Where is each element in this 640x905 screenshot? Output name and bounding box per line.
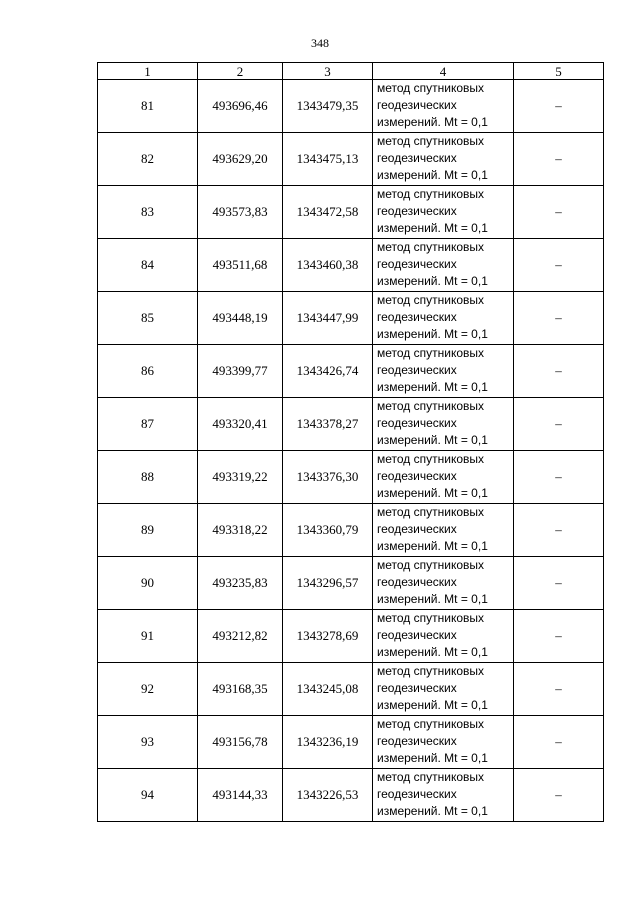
- method-line: измерений. Mt = 0,1: [377, 645, 488, 659]
- point-number-cell: 85: [98, 292, 198, 345]
- point-number-cell: 90: [98, 557, 198, 610]
- x-coordinate-cell: 493696,46: [198, 80, 283, 133]
- method-line: геодезических: [377, 151, 457, 165]
- method-cell: [373, 398, 514, 451]
- method-line: геодезических: [377, 469, 457, 483]
- method-line: метод спутниковых: [377, 664, 485, 678]
- x-coordinate-cell: 493573,83: [198, 186, 283, 239]
- method-line: метод спутниковых: [377, 399, 485, 413]
- method-line: метод спутниковых: [377, 293, 485, 307]
- method-line: измерений. Mt = 0,1: [377, 274, 488, 288]
- method-cell: [373, 186, 514, 239]
- table-row: [98, 769, 604, 822]
- note-cell: –: [514, 451, 604, 504]
- method-line: метод спутниковых: [377, 81, 485, 95]
- method-line: метод спутниковых: [377, 611, 485, 625]
- method-line: геодезических: [377, 204, 457, 218]
- x-coordinate-cell: 493235,83: [198, 557, 283, 610]
- method-line: измерений. Mt = 0,1: [377, 486, 488, 500]
- note-cell: –: [514, 769, 604, 822]
- point-number-cell: 88: [98, 451, 198, 504]
- point-number-cell: 92: [98, 663, 198, 716]
- x-coordinate-cell: 493212,82: [198, 610, 283, 663]
- table-row: [98, 186, 604, 239]
- note-cell: –: [514, 663, 604, 716]
- method-line: измерений. Mt = 0,1: [377, 433, 488, 447]
- table-row: [98, 398, 604, 451]
- method-line: метод спутниковых: [377, 452, 485, 466]
- method-line: измерений. Mt = 0,1: [377, 592, 488, 606]
- method-line: геодезических: [377, 681, 457, 695]
- method-line: метод спутниковых: [377, 134, 485, 148]
- method-line: геодезических: [377, 628, 457, 642]
- method-cell: [373, 80, 514, 133]
- note-cell: –: [514, 557, 604, 610]
- method-line: геодезических: [377, 416, 457, 430]
- method-line: геодезических: [377, 98, 457, 112]
- note-cell: –: [514, 716, 604, 769]
- method-line: измерений. Mt = 0,1: [377, 751, 488, 765]
- point-number-cell: 83: [98, 186, 198, 239]
- y-coordinate-cell: 1343378,27: [283, 398, 373, 451]
- method-cell: [373, 133, 514, 186]
- x-coordinate-cell: 493318,22: [198, 504, 283, 557]
- y-coordinate-cell: 1343472,58: [283, 186, 373, 239]
- x-coordinate-cell: 493448,19: [198, 292, 283, 345]
- method-cell: [373, 557, 514, 610]
- method-line: метод спутниковых: [377, 558, 485, 572]
- note-cell: –: [514, 186, 604, 239]
- method-line: метод спутниковых: [377, 717, 485, 731]
- method-line: измерений. Mt = 0,1: [377, 380, 488, 394]
- table-row: [98, 504, 604, 557]
- table-row: [98, 345, 604, 398]
- method-line: геодезических: [377, 257, 457, 271]
- point-number-cell: 84: [98, 239, 198, 292]
- method-line: метод спутниковых: [377, 770, 485, 784]
- y-coordinate-cell: 1343475,13: [283, 133, 373, 186]
- method-line: метод спутниковых: [377, 346, 485, 360]
- y-coordinate-cell: 1343479,35: [283, 80, 373, 133]
- method-line: измерений. Mt = 0,1: [377, 804, 488, 818]
- y-coordinate-cell: 1343226,53: [283, 769, 373, 822]
- note-cell: –: [514, 239, 604, 292]
- table-row: [98, 80, 604, 133]
- note-cell: –: [514, 398, 604, 451]
- method-line: измерений. Mt = 0,1: [377, 698, 488, 712]
- table-row: [98, 133, 604, 186]
- method-line: измерений. Mt = 0,1: [377, 539, 488, 553]
- method-line: геодезических: [377, 575, 457, 589]
- y-coordinate-cell: 1343296,57: [283, 557, 373, 610]
- method-line: геодезических: [377, 363, 457, 377]
- method-line: геодезических: [377, 522, 457, 536]
- method-line: геодезических: [377, 734, 457, 748]
- y-coordinate-cell: 1343376,30: [283, 451, 373, 504]
- method-line: метод спутниковых: [377, 505, 485, 519]
- method-line: геодезических: [377, 787, 457, 801]
- point-number-cell: 89: [98, 504, 198, 557]
- column-header: 5: [514, 63, 604, 80]
- table-row: [98, 610, 604, 663]
- note-cell: –: [514, 345, 604, 398]
- method-cell: [373, 239, 514, 292]
- table-row: [98, 451, 604, 504]
- method-cell: [373, 610, 514, 663]
- method-cell: [373, 292, 514, 345]
- x-coordinate-cell: 493320,41: [198, 398, 283, 451]
- method-line: измерений. Mt = 0,1: [377, 168, 488, 182]
- x-coordinate-cell: 493511,68: [198, 239, 283, 292]
- point-number-cell: 86: [98, 345, 198, 398]
- y-coordinate-cell: 1343278,69: [283, 610, 373, 663]
- method-line: измерений. Mt = 0,1: [377, 115, 488, 129]
- method-line: геодезических: [377, 310, 457, 324]
- method-cell: [373, 504, 514, 557]
- column-header: 2: [198, 63, 283, 80]
- note-cell: –: [514, 292, 604, 345]
- y-coordinate-cell: 1343236,19: [283, 716, 373, 769]
- method-line: измерений. Mt = 0,1: [377, 221, 488, 235]
- table-row: [98, 663, 604, 716]
- point-number-cell: 82: [98, 133, 198, 186]
- note-cell: –: [514, 610, 604, 663]
- point-number-cell: 81: [98, 80, 198, 133]
- method-line: измерений. Mt = 0,1: [377, 327, 488, 341]
- x-coordinate-cell: 493168,35: [198, 663, 283, 716]
- table-row: [98, 716, 604, 769]
- x-coordinate-cell: 493156,78: [198, 716, 283, 769]
- table-header-row: [98, 63, 604, 80]
- note-cell: –: [514, 80, 604, 133]
- column-header: 4: [373, 63, 514, 80]
- method-line: метод спутниковых: [377, 187, 485, 201]
- column-header: 3: [283, 63, 373, 80]
- y-coordinate-cell: 1343426,74: [283, 345, 373, 398]
- y-coordinate-cell: 1343360,79: [283, 504, 373, 557]
- y-coordinate-cell: 1343245,08: [283, 663, 373, 716]
- note-cell: –: [514, 504, 604, 557]
- y-coordinate-cell: 1343460,38: [283, 239, 373, 292]
- method-line: метод спутниковых: [377, 240, 485, 254]
- y-coordinate-cell: 1343447,99: [283, 292, 373, 345]
- table-row: [98, 557, 604, 610]
- method-cell: [373, 663, 514, 716]
- method-cell: [373, 769, 514, 822]
- table-row: [98, 239, 604, 292]
- x-coordinate-cell: 493399,77: [198, 345, 283, 398]
- table-row: [98, 292, 604, 345]
- x-coordinate-cell: 493319,22: [198, 451, 283, 504]
- point-number-cell: 93: [98, 716, 198, 769]
- x-coordinate-cell: 493629,20: [198, 133, 283, 186]
- method-cell: [373, 451, 514, 504]
- coordinates-table: [97, 62, 604, 822]
- page-number: 348: [311, 36, 329, 50]
- point-number-cell: 87: [98, 398, 198, 451]
- point-number-cell: 94: [98, 769, 198, 822]
- method-cell: [373, 345, 514, 398]
- point-number-cell: 91: [98, 610, 198, 663]
- x-coordinate-cell: 493144,33: [198, 769, 283, 822]
- column-header: 1: [98, 63, 198, 80]
- note-cell: –: [514, 133, 604, 186]
- method-cell: [373, 716, 514, 769]
